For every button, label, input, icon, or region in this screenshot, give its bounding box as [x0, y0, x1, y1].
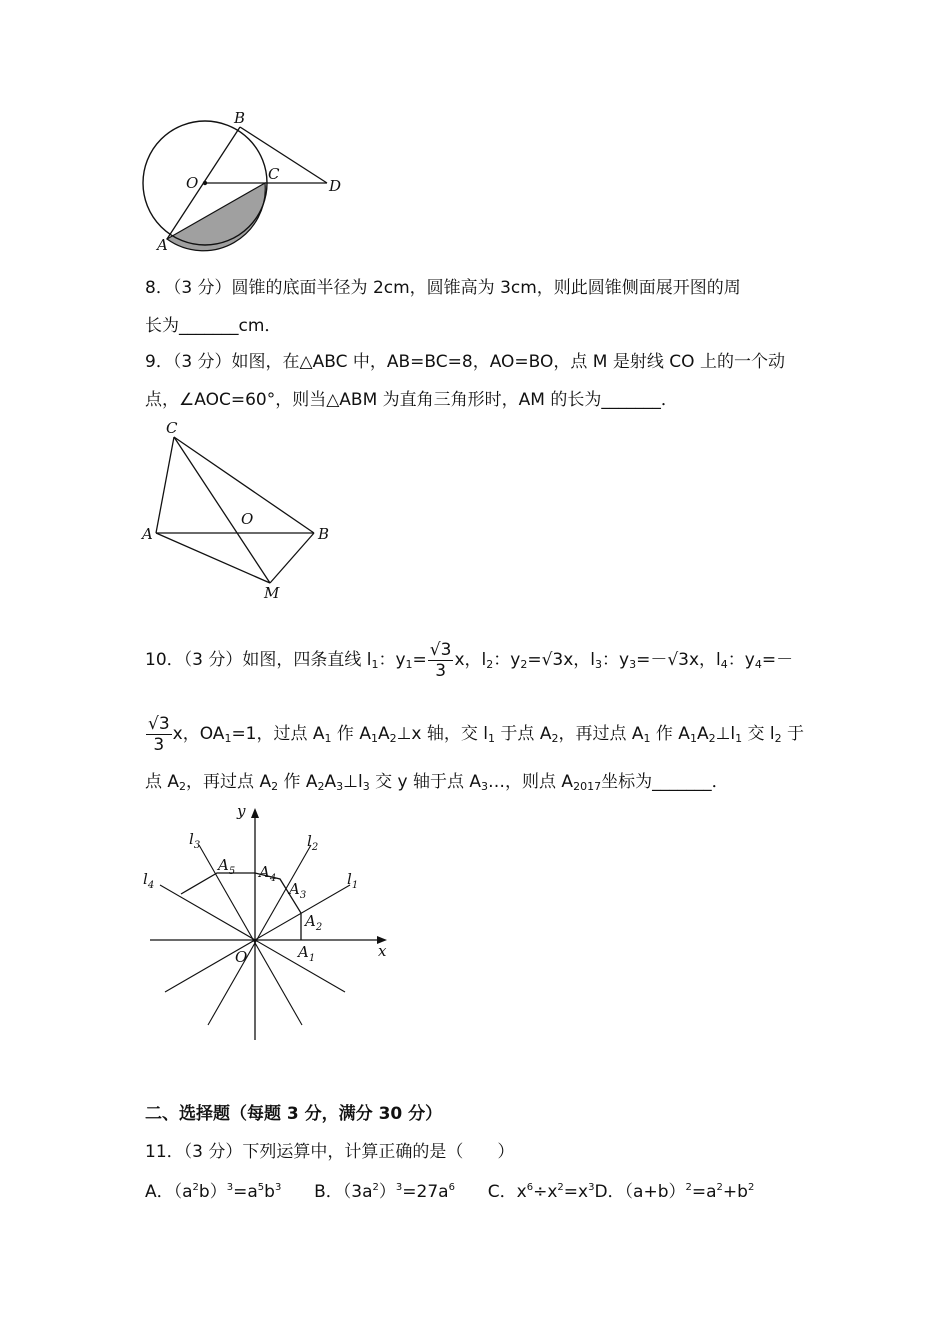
path-a1-to-a5: [181, 873, 301, 940]
q10-b-text11: 交 l: [742, 724, 775, 744]
q10-b-sub-l2: 2: [774, 732, 782, 745]
figure-triangle-abm: [138, 415, 338, 605]
q10-c-sub-a2c: 2: [317, 780, 325, 793]
sqrt3-num-l4: √3: [148, 713, 170, 734]
line-l4: [160, 885, 345, 992]
label-a4: $A_4$: [259, 863, 277, 884]
label-a1: $A_1$: [298, 943, 316, 964]
sqrt3-l2: √3: [541, 650, 564, 670]
question-11-options: [145, 1176, 815, 1204]
q10-y3: ：y: [602, 650, 630, 670]
q10-c-text2: ，再过点 A: [186, 772, 272, 792]
label-o: O: [241, 510, 254, 528]
q10-sub-1a: 1: [371, 658, 379, 671]
q10-c-text3: 作 A: [278, 772, 318, 792]
q10-sub-3a: 3: [595, 658, 603, 671]
label-a2: $A_2$: [305, 912, 323, 933]
option-b[interactable]: B．$(3a^2)^3=27a^6$: [314, 1182, 455, 1202]
question-8-line-2: 长为_______cm．: [145, 316, 282, 336]
q10-c-sub-a2: 2: [179, 780, 187, 793]
fraction-sqrt3-over-3: [428, 640, 454, 681]
label-a: A: [142, 525, 153, 543]
label-l2: $l_2$: [307, 832, 319, 853]
label-d: D: [329, 177, 342, 195]
q10-y4: ：y: [727, 650, 755, 670]
q10-b-sub-l1: 1: [488, 732, 496, 745]
q10-sub-4b: 4: [754, 658, 762, 671]
q10-b-sub-l1b: 1: [735, 732, 743, 745]
label-b: B: [234, 109, 246, 127]
q10-eq2: =: [527, 650, 542, 670]
q10-c-text5: ⊥l: [343, 772, 363, 792]
q10-b-sub-a1c: 1: [643, 732, 651, 745]
label-b: B: [318, 525, 330, 543]
q10-b-text12: 于: [781, 724, 805, 744]
question-9-line-2: 点，∠AOC=60°，则当△ABM 为直角三角形时，AM 的长为_______．: [145, 390, 678, 410]
q10-b-text: x，OA: [172, 724, 225, 744]
fraction-sqrt3-over-3-l4: [146, 714, 172, 755]
q10-eq1: =: [412, 650, 427, 670]
label-o: O: [186, 174, 199, 192]
q10-b-sub-a2b: 2: [551, 732, 559, 745]
denominator-l4: 3: [153, 734, 165, 755]
q10-c-sub-2017: 2017: [573, 780, 602, 793]
q10-c-sub-a2b: 2: [271, 780, 279, 793]
center-dot: [203, 181, 207, 185]
q10-c-text8: 坐标为_______．: [601, 772, 729, 792]
question-11-stem: 11．（3 分）下列运算中，计算正确的是（ ）: [145, 1142, 515, 1162]
q10-x2: x，l: [563, 650, 596, 670]
option-a[interactable]: A．$(a^2b)^3=a^5b^3$: [145, 1182, 282, 1202]
q10-sub-2a: 2: [486, 658, 494, 671]
sqrt3-num: √3: [429, 639, 452, 660]
label-l1: $l_1$: [347, 870, 359, 891]
q10-b-sub-a2: 2: [389, 732, 397, 745]
q10-sub-1b: 1: [405, 658, 413, 671]
q10-x1: x，l: [454, 650, 487, 670]
y-axis-arrow: [251, 808, 259, 818]
denominator: 3: [435, 660, 447, 681]
q10-prefix: 10．（3 分）如图，四条直线 l: [145, 650, 372, 670]
label-a3: $A_3$: [289, 880, 307, 901]
q10-sub-2b: 2: [520, 658, 528, 671]
q10-eq4: =－: [761, 650, 794, 670]
q10-b-text6: 于点 A: [495, 724, 552, 744]
figure-circle-tangent: [135, 105, 355, 265]
question-8-line-1: 8．（3 分）圆锥的底面半径为 2cm，圆锥高为 3cm，则此圆锥侧面展开图的周: [145, 278, 741, 298]
q10-c-sub-a3: 3: [336, 780, 344, 793]
label-a5: $A_5$: [218, 856, 236, 877]
q10-c-text1: 点 A: [145, 772, 180, 792]
label-y: y: [237, 802, 246, 820]
q10-b-sub-1: 1: [224, 732, 232, 745]
side-ca: [156, 437, 174, 533]
label-a: A: [157, 236, 168, 254]
q10-b-text2: =1，过点 A: [231, 724, 325, 744]
q10-b-text7: ，再过点 A: [558, 724, 644, 744]
question-10-line-1: [145, 632, 815, 688]
q10-b-text9: A: [696, 724, 709, 744]
q10-b-text4: A: [377, 724, 390, 744]
q10-b-sub-a1: 1: [324, 732, 332, 745]
question-10-line-3: [145, 770, 815, 799]
q10-eq3: =－: [636, 650, 668, 670]
q10-c-text4: A: [324, 772, 337, 792]
label-x: x: [378, 942, 387, 960]
section-2-heading: 二、选择题（每题 3 分，满分 30 分）: [145, 1104, 443, 1124]
ray-cm: [174, 437, 270, 583]
option-d[interactable]: D．$(a+b)^2=a^2+b^2$: [594, 1182, 755, 1202]
label-l3: $l_3$: [189, 830, 201, 851]
q10-c-sub-l3: 3: [362, 780, 370, 793]
label-l4: $l_4$: [143, 870, 155, 891]
q10-sub-4a: 4: [720, 658, 728, 671]
figure-four-lines: [135, 800, 405, 1050]
sqrt3-l3: √3: [667, 650, 689, 670]
label-m: M: [264, 584, 280, 602]
tangent-bd: [240, 127, 327, 183]
side-bm: [270, 533, 314, 583]
q10-sub-3b: 3: [629, 658, 637, 671]
q10-b-text10: ⊥l: [715, 724, 736, 744]
q10-c-text6: 交 y 轴于点 A: [369, 772, 482, 792]
label-c: C: [166, 419, 178, 437]
q10-c-sub-a3b: 3: [481, 780, 489, 793]
q10-b-sub-a1b: 1: [370, 732, 378, 745]
q10-c-text7: …，则点 A: [488, 772, 574, 792]
label-o: O: [235, 948, 248, 966]
q10-b-text8: 作 A: [650, 724, 690, 744]
q10-y1: ：y: [378, 650, 406, 670]
q10-x3: x，l: [688, 650, 721, 670]
option-c[interactable]: C．$x^6\div x^2=x^3$: [487, 1182, 595, 1202]
label-c: C: [268, 165, 280, 183]
q10-b-text3: 作 A: [331, 724, 371, 744]
q10-y2: ：y: [493, 650, 521, 670]
q10-b-sub-a2c: 2: [708, 732, 716, 745]
line-l3: [199, 845, 302, 1025]
q10-b-text5: ⊥x 轴，交 l: [396, 724, 489, 744]
q10-b-sub-a1d: 1: [689, 732, 697, 745]
question-9-line-1: 9．（3 分）如图，在△ABC 中，AB=BC=8，AO=BO，点 M 是射线 CO 上的一个动: [145, 352, 785, 372]
question-10-line-2: [145, 706, 815, 762]
